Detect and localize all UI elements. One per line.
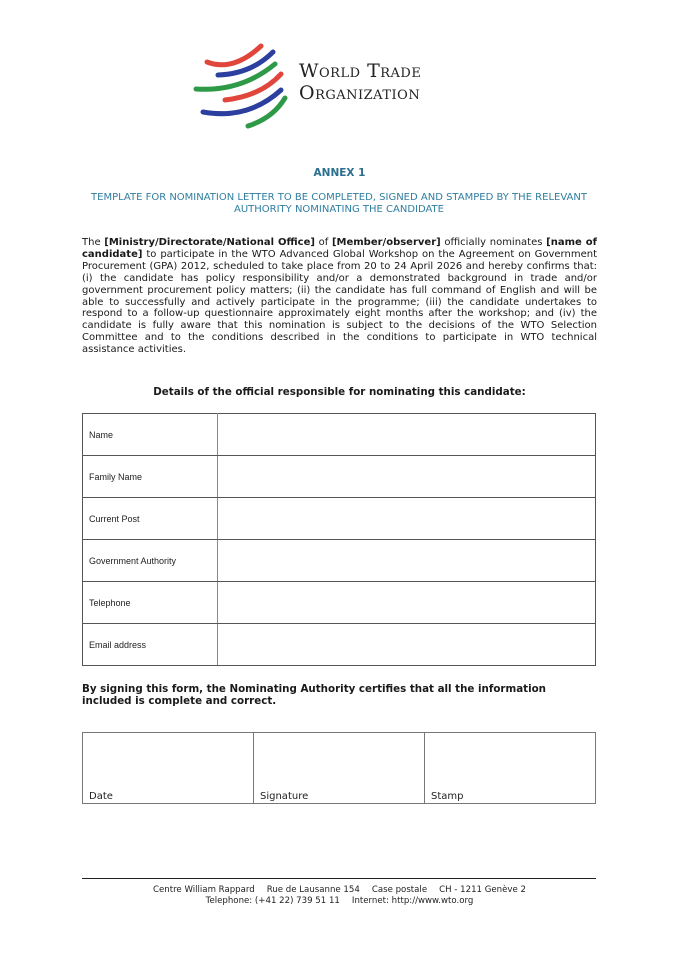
signature-field[interactable] bbox=[254, 733, 425, 804]
placeholder-candidate-name: [name of candidate] bbox=[82, 237, 597, 260]
email-address-field[interactable] bbox=[218, 624, 596, 666]
row-label: Email address bbox=[83, 624, 218, 666]
table-row bbox=[83, 456, 596, 498]
name-field[interactable] bbox=[218, 414, 596, 456]
footer-website-link[interactable]: Internet: http://www.wto.org bbox=[351, 896, 474, 906]
certification-statement: By signing this form, the Nominating Authority certifies that all the information included is complete and correct. bbox=[82, 683, 547, 707]
details-heading: Details of the official responsible for nominating this candidate: bbox=[153, 386, 526, 398]
wto-wordmark bbox=[299, 60, 421, 104]
footer-contact bbox=[0, 896, 679, 907]
footer-address-part: Rue de Lausanne 154 bbox=[266, 885, 360, 895]
footer-address-part: Case postale bbox=[371, 885, 428, 895]
table-row bbox=[83, 582, 596, 624]
row-label: Family Name bbox=[83, 456, 218, 498]
placeholder-ministry: [Ministry/Directorate/National Office] bbox=[104, 237, 315, 248]
wto-globe-icon bbox=[193, 40, 288, 132]
placeholder-member: [Member/observer] bbox=[331, 237, 441, 248]
footer-address bbox=[0, 885, 679, 896]
wto-logo bbox=[193, 40, 493, 132]
telephone-field[interactable] bbox=[218, 582, 596, 624]
footer-divider bbox=[82, 878, 596, 879]
stamp-label: Stamp bbox=[431, 791, 464, 802]
family-name-field[interactable] bbox=[218, 456, 596, 498]
intro-text: of bbox=[314, 237, 332, 248]
annex-heading: ANNEX 1 bbox=[313, 167, 366, 179]
footer-address-part: Centre William Rappard bbox=[152, 885, 255, 895]
wordmark-line1: World Trade bbox=[299, 60, 422, 82]
date-label: Date bbox=[89, 791, 113, 802]
official-details-table bbox=[82, 413, 596, 666]
current-post-field[interactable] bbox=[218, 498, 596, 540]
table-row bbox=[83, 540, 596, 582]
table-row bbox=[83, 624, 596, 666]
government-authority-field[interactable] bbox=[218, 540, 596, 582]
footer bbox=[0, 885, 679, 907]
intro-text: The bbox=[82, 237, 105, 248]
stamp-field[interactable] bbox=[425, 733, 596, 804]
row-label: Government Authority bbox=[83, 540, 218, 582]
date-field[interactable] bbox=[83, 733, 254, 804]
row-label: Telephone bbox=[83, 582, 218, 624]
wordmark-line2: Organization bbox=[299, 82, 421, 104]
signature-label: Signature bbox=[260, 791, 309, 802]
intro-paragraph bbox=[82, 237, 597, 356]
intro-text: to participate in the WTO Advanced Global Workshop on the Agreement on Government Procurement (GPA) 2012, scheduled to take place from 20 to 24 April 2026 and hereby confirms that: (i) the candidate has policy responsibility and/or a demonstrated background in trade and/or government procurement policy matters; (ii) the candidate has full command of English and will be able to successfully and actively participate in the programme; (iii) the candidate undertakes to respond to a follow-up questionnaire approximately eight months after the workshop; and (iv) the candidate is fully aware that this nomination is subject to the decisions of the WTO Selection Committee and to the conditions described in the conditions to participate in WTO technical assistance activities. bbox=[82, 248, 597, 356]
row-label: Current Post bbox=[83, 498, 218, 540]
table-row bbox=[83, 414, 596, 456]
signature-table bbox=[82, 732, 596, 804]
row-label: Name bbox=[83, 414, 218, 456]
footer-address-part: CH - 1211 Genève 2 bbox=[439, 885, 526, 895]
intro-text: officially nominates bbox=[440, 237, 547, 248]
table-row bbox=[83, 498, 596, 540]
template-title: TEMPLATE FOR NOMINATION LETTER TO BE COMPLETED, SIGNED AND STAMPED BY THE RELEVANT AUTHORITY NOMINATING THE CANDIDATE bbox=[91, 192, 587, 215]
footer-telephone: Telephone: (+41 22) 739 51 11 bbox=[205, 896, 340, 906]
